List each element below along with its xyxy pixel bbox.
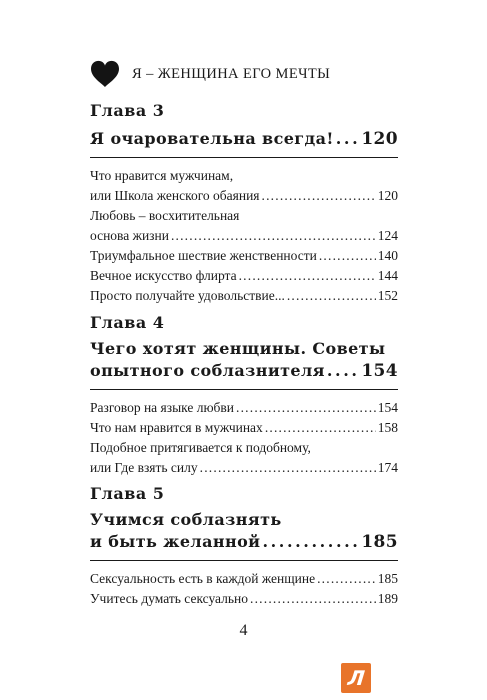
toc-entry-text: Разговор на языке любви [90, 400, 235, 415]
toc-entry-text: Любовь – восхитительная [90, 208, 240, 223]
toc-entry[interactable] [90, 589, 398, 609]
divider [90, 389, 398, 390]
chapter-title-text: Я очаровательна всегда! [90, 129, 334, 148]
toc-entry[interactable] [90, 286, 398, 306]
dot-leader [236, 398, 376, 418]
toc-entry-text: Что нравится мужчинам, [90, 168, 234, 183]
toc-entry-text: или Школа женского обаяния [90, 188, 260, 203]
dot-leader [287, 286, 376, 306]
toc-entry-page: 144 [377, 268, 398, 283]
dot-leader [200, 458, 376, 478]
chapter-title-text: опытного соблазнителя [90, 361, 325, 380]
chapter-4 [90, 313, 398, 478]
chapter-page-number: 120 [361, 129, 398, 149]
dot-leader [262, 531, 359, 553]
toc-entry-text: Просто получайте удовольствие... [90, 288, 285, 303]
toc-entry-text: Подобное притягивается к подобному, [90, 440, 311, 455]
dot-leader [262, 186, 376, 206]
chapter-label: Глава 5 [90, 484, 165, 503]
chapter-page-number: 185 [361, 532, 398, 552]
chapter-title [90, 338, 398, 382]
toc-entry-page: 152 [377, 288, 398, 303]
chapter-5 [90, 484, 398, 609]
toc-entry-page: 158 [377, 420, 398, 435]
dot-leader [265, 418, 376, 438]
chapter-3 [90, 101, 398, 306]
dot-leader [250, 589, 376, 609]
toc-entry-page: 124 [377, 228, 398, 243]
toc-entry[interactable] [90, 398, 398, 418]
toc-entries [90, 398, 398, 478]
chapter-label: Глава 3 [90, 101, 165, 120]
dot-leader [239, 266, 376, 286]
dot-leader [317, 569, 376, 589]
chapter-title-text: и быть желанной [90, 532, 261, 551]
toc-entry-text: Учитесь думать сексуально [90, 591, 249, 606]
toc-entry-text: Сексуальность есть в каждой женщине [90, 571, 316, 586]
running-header [90, 60, 330, 88]
chapter-page-number: 154 [361, 361, 398, 381]
toc-entry-page: 154 [377, 400, 398, 415]
divider [90, 157, 398, 158]
divider [90, 560, 398, 561]
dot-leader [319, 246, 376, 266]
toc-entries [90, 569, 398, 609]
toc-entry[interactable] [90, 569, 398, 589]
dot-leader [336, 128, 360, 150]
toc-entry[interactable] [90, 438, 398, 478]
toc-entry[interactable] [90, 246, 398, 266]
chapter-title-text: Учимся соблазнять [90, 510, 282, 529]
toc-entry[interactable] [90, 166, 398, 206]
toc-entries [90, 166, 398, 306]
toc-entry-text: или Где взять силу [90, 460, 198, 475]
toc-entry-text: Вечное искусство флирта [90, 268, 237, 283]
chapter-title-text: Чего хотят женщины. Советы [90, 339, 386, 358]
page-number: 4 [239, 622, 248, 639]
chapter-title [90, 509, 398, 553]
toc-entry-page: 189 [377, 591, 398, 606]
toc-entry[interactable] [90, 418, 398, 438]
dot-leader [327, 360, 359, 382]
running-header-title: Я – ЖЕНЩИНА ЕГО МЕЧТЫ [132, 65, 331, 82]
toc-entry[interactable] [90, 206, 398, 246]
toc-entry-page: 120 [377, 188, 398, 203]
chapter-label: Глава 4 [90, 313, 165, 332]
toc-entry-text: Триумфальное шествие женственности [90, 248, 317, 263]
dot-leader [171, 226, 376, 246]
toc-entry[interactable] [90, 266, 398, 286]
heart-icon [90, 60, 120, 88]
toc-entry-page: 140 [377, 248, 398, 263]
toc-entry-text: Что нам нравится в мужчинах [90, 420, 263, 435]
toc-entry-page: 185 [377, 571, 398, 586]
publisher-logo [341, 663, 371, 693]
toc-entry-text: основа жизни [90, 228, 169, 243]
chapter-title [90, 128, 398, 150]
toc-entry-page: 174 [377, 460, 398, 475]
publisher-logo-letter: Л [346, 666, 366, 690]
